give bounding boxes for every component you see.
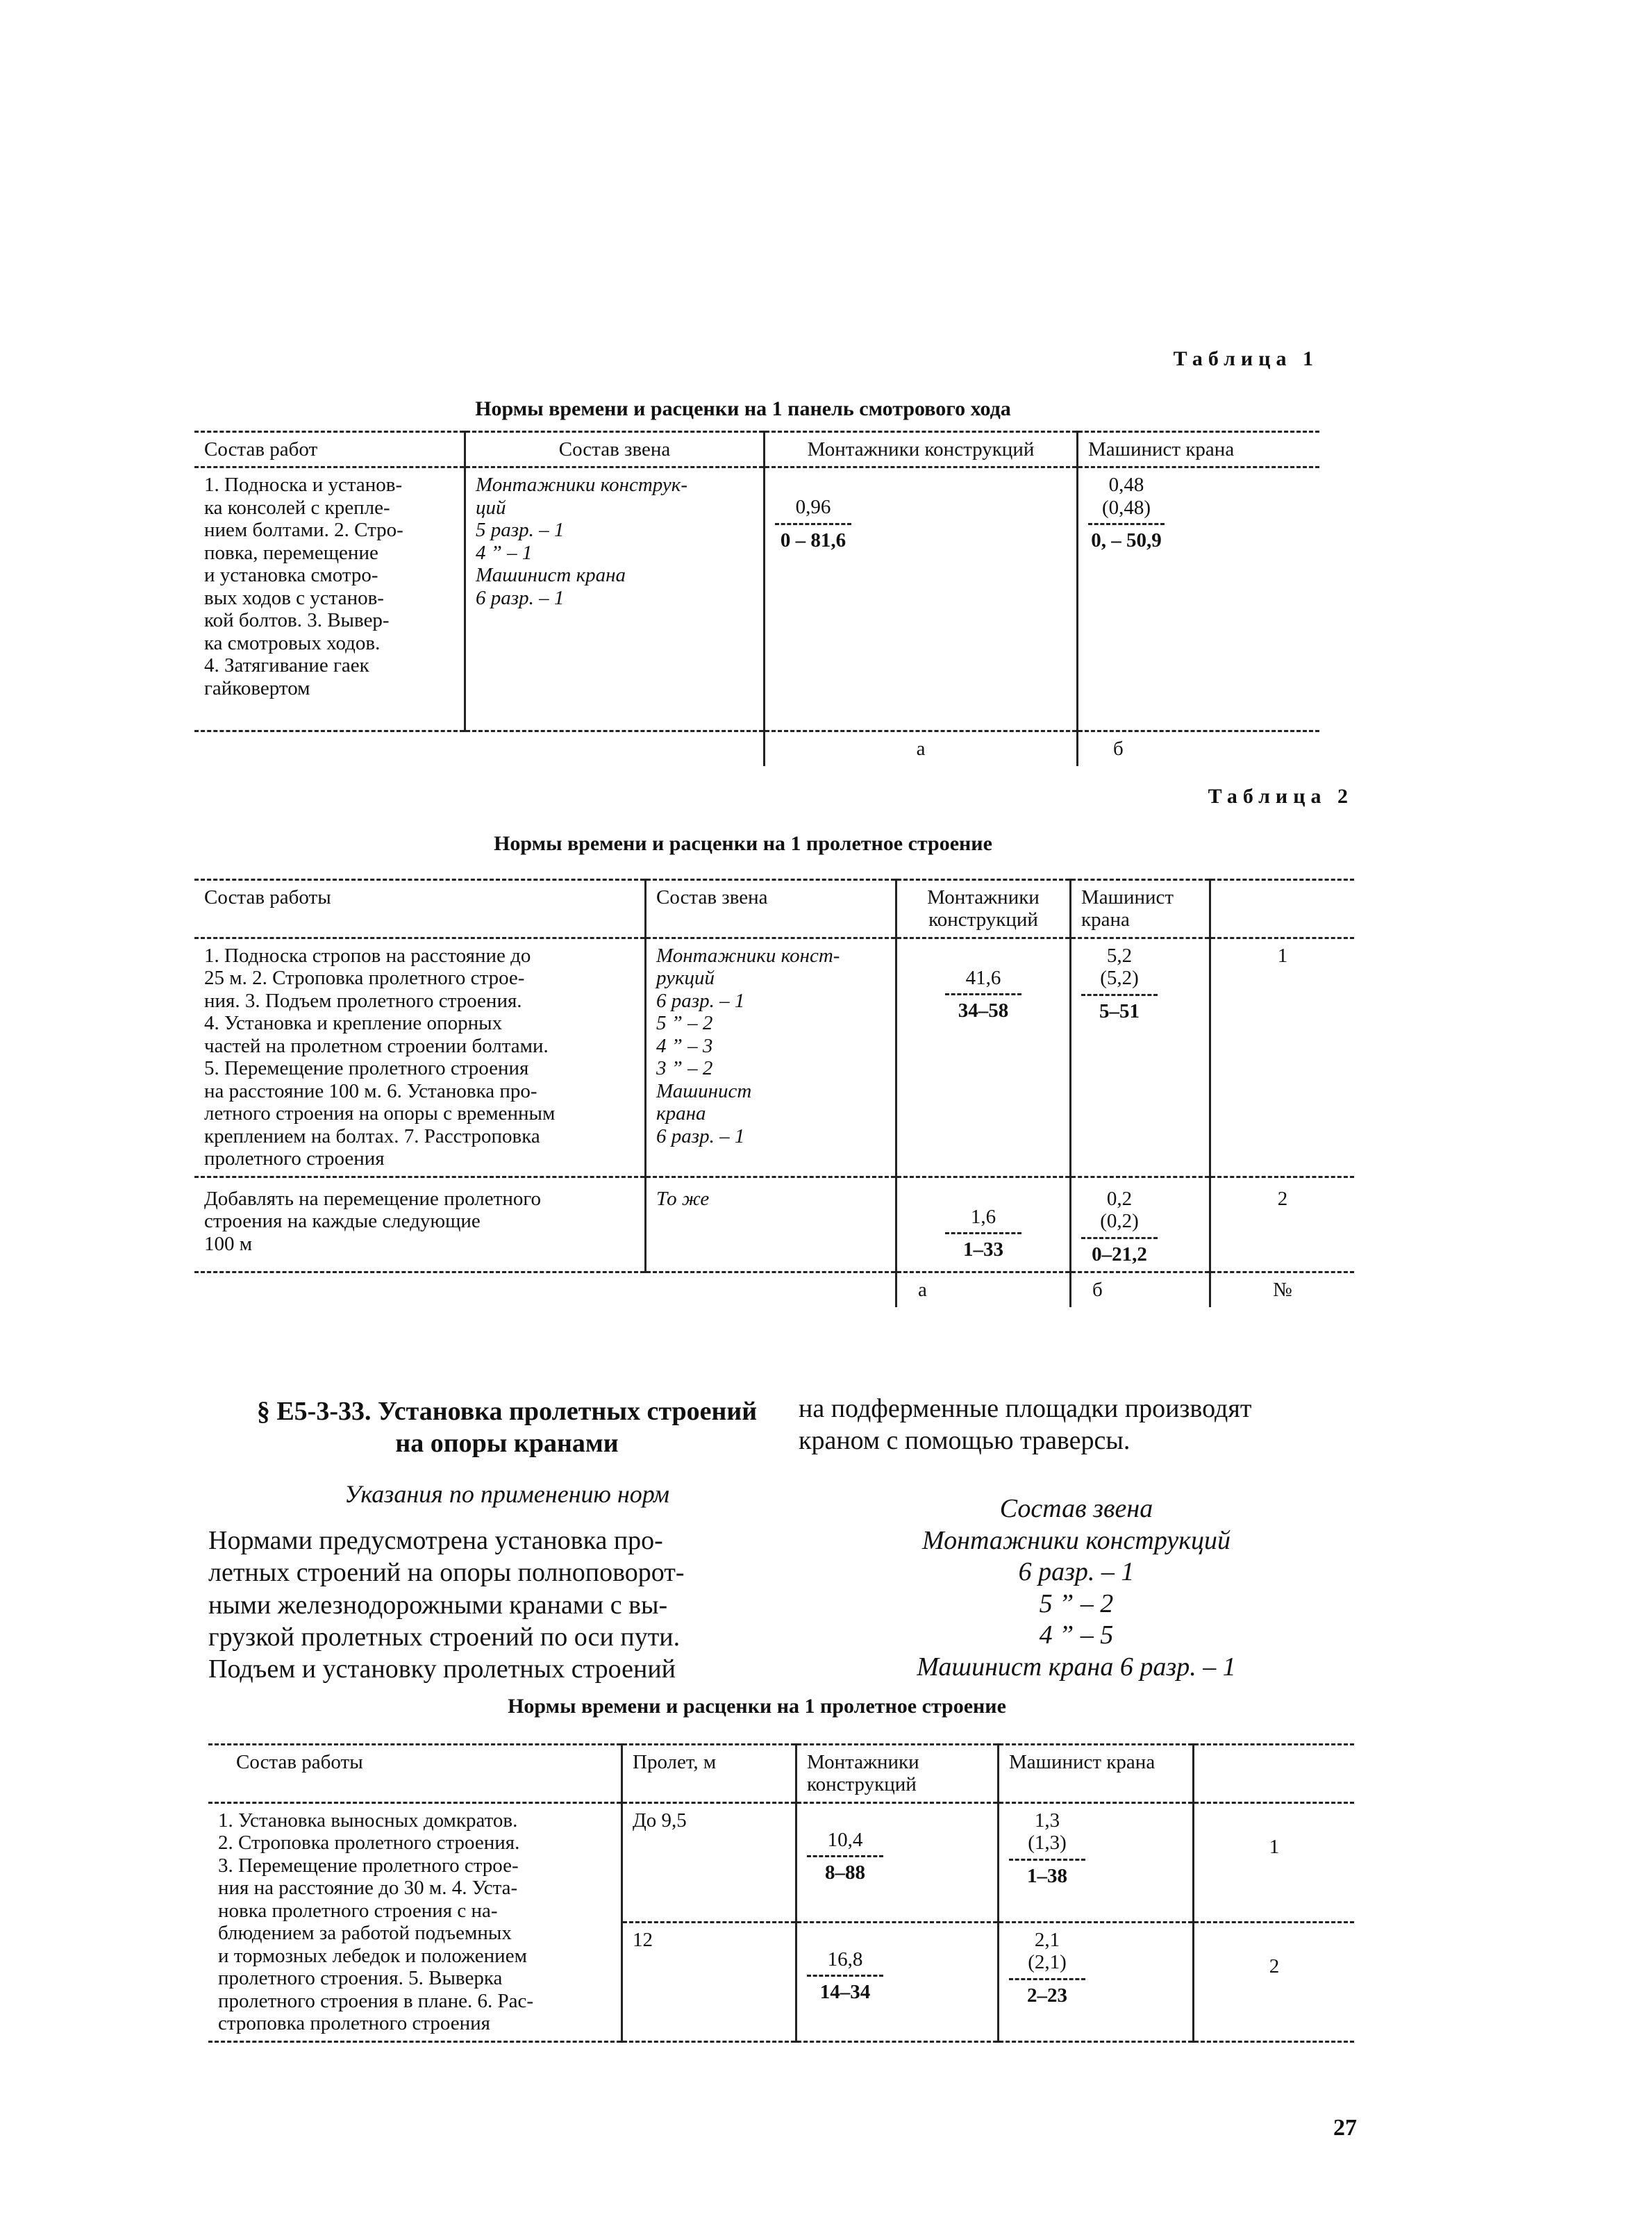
- table1-mont-fraction: [775, 496, 851, 551]
- table2-header-mont: Монтажники конструкций: [896, 880, 1071, 938]
- table2-header-crew: Состав звена: [646, 880, 896, 938]
- table1-mash-norm-paren: (0,48): [1101, 496, 1151, 519]
- section-paragraph-right: на подферменные площадки производят краном с помощью траверсы.: [799, 1394, 1252, 1456]
- table2-row1-mash-norm: 5,2: [1106, 944, 1133, 967]
- table1-header-mont: Монтажники конструкций: [765, 432, 1078, 467]
- crew-title: Состав звена: [999, 1494, 1153, 1523]
- table2-row2-mont: [896, 1177, 1071, 1272]
- table3-row1-mash-rate: 1–38: [1027, 1864, 1067, 1887]
- table2-footer-num: №: [1210, 1272, 1355, 1307]
- table2-row1-mash-paren: (5,2): [1100, 967, 1139, 990]
- table3-row2-mont-norm: 16,8: [827, 1948, 863, 1970]
- table3-row2-mash-rate: 2–23: [1027, 1984, 1067, 2007]
- table2-row1-mont-rate: 34–58: [958, 999, 1009, 1022]
- table2-caption: Нормы времени и расценки на 1 пролетное строение: [494, 832, 992, 855]
- table3-row2-mont-rate: 14–34: [819, 1981, 871, 2004]
- table1-footer-a: а: [765, 731, 1078, 766]
- section-subheading: Указания по применению норм: [344, 1480, 669, 1508]
- table3-row2-mash-norm: 2,1: [1034, 1928, 1060, 1951]
- table3: [208, 1743, 1354, 2043]
- table3-work: 1. Установка выносных домкратов. 2. Строповка пролетного строения. 3. Перемещение пролетного строе- ния на расстояние до 30 м. 4. Уста- новка пролетного строения с на- блюдением за работой подъемных и тормозных лебедок и положением пролетного строения. 5. Выверка пролетного строения в плане. 6. Рас- строповка пролетного строения: [218, 1809, 534, 2035]
- table2-header-mash: Машинист крана: [1071, 880, 1210, 938]
- table1-mont-norm: 0,96: [795, 496, 831, 519]
- table2-row2-num: 2: [1210, 1177, 1355, 1272]
- table1-caption: Нормы времени и расценки на 1 панель смотрового хода: [475, 397, 1011, 420]
- table2-row1-mash: [1071, 938, 1210, 1177]
- crew-line: 6 разр. – 1: [1018, 1557, 1135, 1587]
- table1-mash-norm: 0,48: [1108, 474, 1144, 497]
- table1-crew-cell: Монтажники конструк- ций 5 разр. – 1 4 ” – 1 Машинист крана 6 разр. – 1: [465, 467, 765, 731]
- table3-row2-num: 2: [1194, 1922, 1355, 2041]
- table2-row1-crew: Монтажники конст- рукций 6 разр. – 1 5 ” – 2 4 ” – 3 3 ” – 2 Машинист крана 6 разр. – 1: [646, 938, 896, 1177]
- table2-row2-mash-norm: 0,2: [1106, 1187, 1133, 1210]
- table-row: [194, 1177, 1354, 1272]
- table3-caption: Нормы времени и расценки на 1 пролетное строение: [508, 1695, 1006, 1718]
- table3-row1-mash-paren: (1,3): [1028, 1832, 1067, 1854]
- table2-row1-num: 1: [1210, 938, 1355, 1177]
- table2-row1-mash-rate: 5–51: [1099, 999, 1140, 1022]
- table3-row2-mont: [796, 1922, 999, 2041]
- crew-line: Монтажники конструкций: [922, 1525, 1230, 1555]
- table1-mash-cell: [1078, 467, 1320, 731]
- table2-row2-mont-rate: 1–33: [963, 1238, 1003, 1261]
- table2-row2-crew: То же: [646, 1177, 896, 1272]
- section-paragraph-left: Нормами предусмотрена установка про- летных строений на опоры полноповорот- ными железнодорожными кранами с вы- грузкой пролетных строений по оси пути. Подъем и установку пролетных строений: [208, 1526, 685, 1684]
- table2-label: Таблица 2: [1208, 785, 1353, 808]
- table1-work-cell: 1. Подноска и установ- ка консолей с крепле- нием болтами. 2. Стро- повка, перемещение и установка смотро- вых ходов с установ- кой болтов. 3. Вывер- ка смотровых ходов. 4. Затягивание гаек гайковертом: [204, 474, 403, 699]
- table3-row1-num: 1: [1194, 1802, 1355, 1922]
- table3-row2-mash-paren: (2,1): [1028, 1951, 1067, 1974]
- table1-header-mash: Машинист крана: [1078, 432, 1320, 467]
- table2-row2-mash-rate: 0–21,2: [1092, 1243, 1147, 1265]
- table1-header-work: Состав работ: [204, 438, 318, 460]
- table3-header-work: Состав работы: [236, 1751, 363, 1773]
- table3-header-span: Пролет, м: [622, 1745, 796, 1803]
- table1-label: Таблица 1: [1173, 347, 1319, 370]
- table3-row1-mont: [796, 1802, 999, 1922]
- table2-header-num: [1210, 880, 1355, 938]
- table1-mash-fraction: [1088, 474, 1165, 551]
- section-heading: § Е5-3-33. Установка пролетных строений на опоры кранами: [256, 1397, 758, 1458]
- table3-row1-mont-rate: 8–88: [825, 1861, 865, 1884]
- table3-header-mont: Монтажники конструкций: [796, 1745, 999, 1803]
- table2-footer-a: а: [896, 1272, 1071, 1307]
- table3-row2-span: 12: [622, 1922, 796, 2041]
- table3-row1-mash: [999, 1802, 1194, 1922]
- table2-footer-b: б: [1071, 1272, 1210, 1307]
- table2-row2-mash: [1071, 1177, 1210, 1272]
- page-number: 27: [1333, 2115, 1357, 2141]
- table2-row2-work: Добавлять на перемещение пролетного строения на каждые следующие 100 м: [204, 1187, 542, 1255]
- table3-row2-mash: [999, 1922, 1194, 2041]
- table2-row1-work: 1. Подноска стропов на расстояние до 25 м. 2. Строповка пролетного строе- ния. 3. Подъем пролетного строения. 4. Установка и крепление опорных частей на пролетном строении болтами. 5. Перемещение пролетного строения на расстояние 100 м. 6. Установка про- летного строения на опоры с временным креплением на болтах. 7. Расстроповка пролетного строения: [204, 944, 556, 1170]
- table1-footer-b: б: [1078, 731, 1320, 766]
- table-row: [208, 1802, 1354, 1922]
- crew-line: Машинист крана 6 разр. – 1: [917, 1652, 1236, 1682]
- table-row: [194, 938, 1354, 1177]
- table3-row1-mont-norm: 10,4: [827, 1828, 863, 1851]
- table1-mash-rate: 0, – 50,9: [1091, 529, 1162, 552]
- table1-mont-cell: [765, 467, 1078, 731]
- table2-row1-mont: [896, 938, 1071, 1177]
- table2-row1-mont-norm: 41,6: [965, 966, 1001, 989]
- crew-line: 4 ” – 5: [1039, 1620, 1114, 1650]
- table3-header-mash: Машинист крана: [999, 1745, 1194, 1803]
- crew-block: [847, 1493, 1305, 1684]
- table3-row1-mash-norm: 1,3: [1034, 1809, 1060, 1832]
- table2: [194, 879, 1354, 1307]
- table2-row2-mash-paren: (0,2): [1100, 1210, 1139, 1233]
- table1-mont-rate: 0 – 81,6: [780, 529, 846, 551]
- crew-line: 5 ” – 2: [1039, 1588, 1114, 1618]
- table3-row1-span: До 9,5: [622, 1802, 796, 1922]
- table2-header-work: Состав работы: [204, 886, 331, 908]
- table1-header-crew: Состав звена: [465, 432, 765, 467]
- table1: [194, 431, 1319, 766]
- table2-row2-mont-norm: 1,6: [970, 1205, 996, 1228]
- table3-header-num: [1194, 1745, 1355, 1803]
